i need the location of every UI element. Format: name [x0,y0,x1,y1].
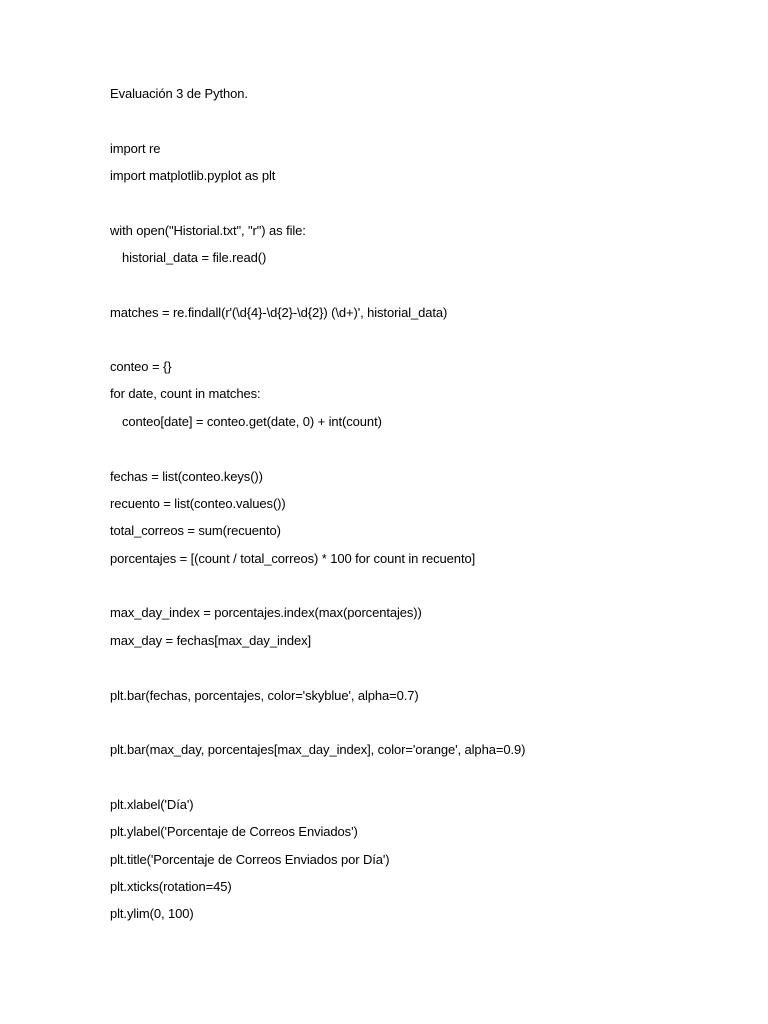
code-line-9: fechas = list(conteo.keys()) [110,469,263,484]
code-line-16: plt.bar(max_day, porcentajes[max_day_index], color='orange', alpha=0.9) [110,742,526,757]
code-line-10: recuento = list(conteo.values()) [110,496,286,511]
code-line-18: plt.ylabel('Porcentaje de Correos Enviados') [110,824,358,839]
code-line-11: total_correos = sum(recuento) [110,523,281,538]
code-line-12: porcentajes = [(count / total_correos) * 100 for count in recuento] [110,551,476,566]
code-line-13: max_day_index = porcentajes.index(max(porcentajes)) [110,605,422,620]
code-line-19: plt.title('Porcentaje de Correos Enviados por Día') [110,852,390,867]
code-line-14: max_day = fechas[max_day_index] [110,633,312,648]
code-line-3: with open("Historial.txt", "r") as file: [110,223,306,238]
code-line-4: historial_data = file.read() [122,250,267,265]
code-line-2: import matplotlib.pyplot as plt [110,168,276,183]
document-title: Evaluación 3 de Python. [110,86,248,101]
code-line-21: plt.ylim(0, 100) [110,906,194,921]
code-line-15: plt.bar(fechas, porcentajes, color='skyblue', alpha=0.7) [110,688,419,703]
code-line-7: for date, count in matches: [110,386,261,401]
code-line-5: matches = re.findall(r'(\d{4}-\d{2}-\d{2}) (\d+)', historial_data) [110,305,448,320]
code-line-20: plt.xticks(rotation=45) [110,879,232,894]
code-line-1: import re [110,141,161,156]
code-line-6: conteo = {} [110,359,172,374]
code-line-8: conteo[date] = conteo.get(date, 0) + int(count) [122,414,382,429]
code-line-17: plt.xlabel('Día') [110,797,194,812]
